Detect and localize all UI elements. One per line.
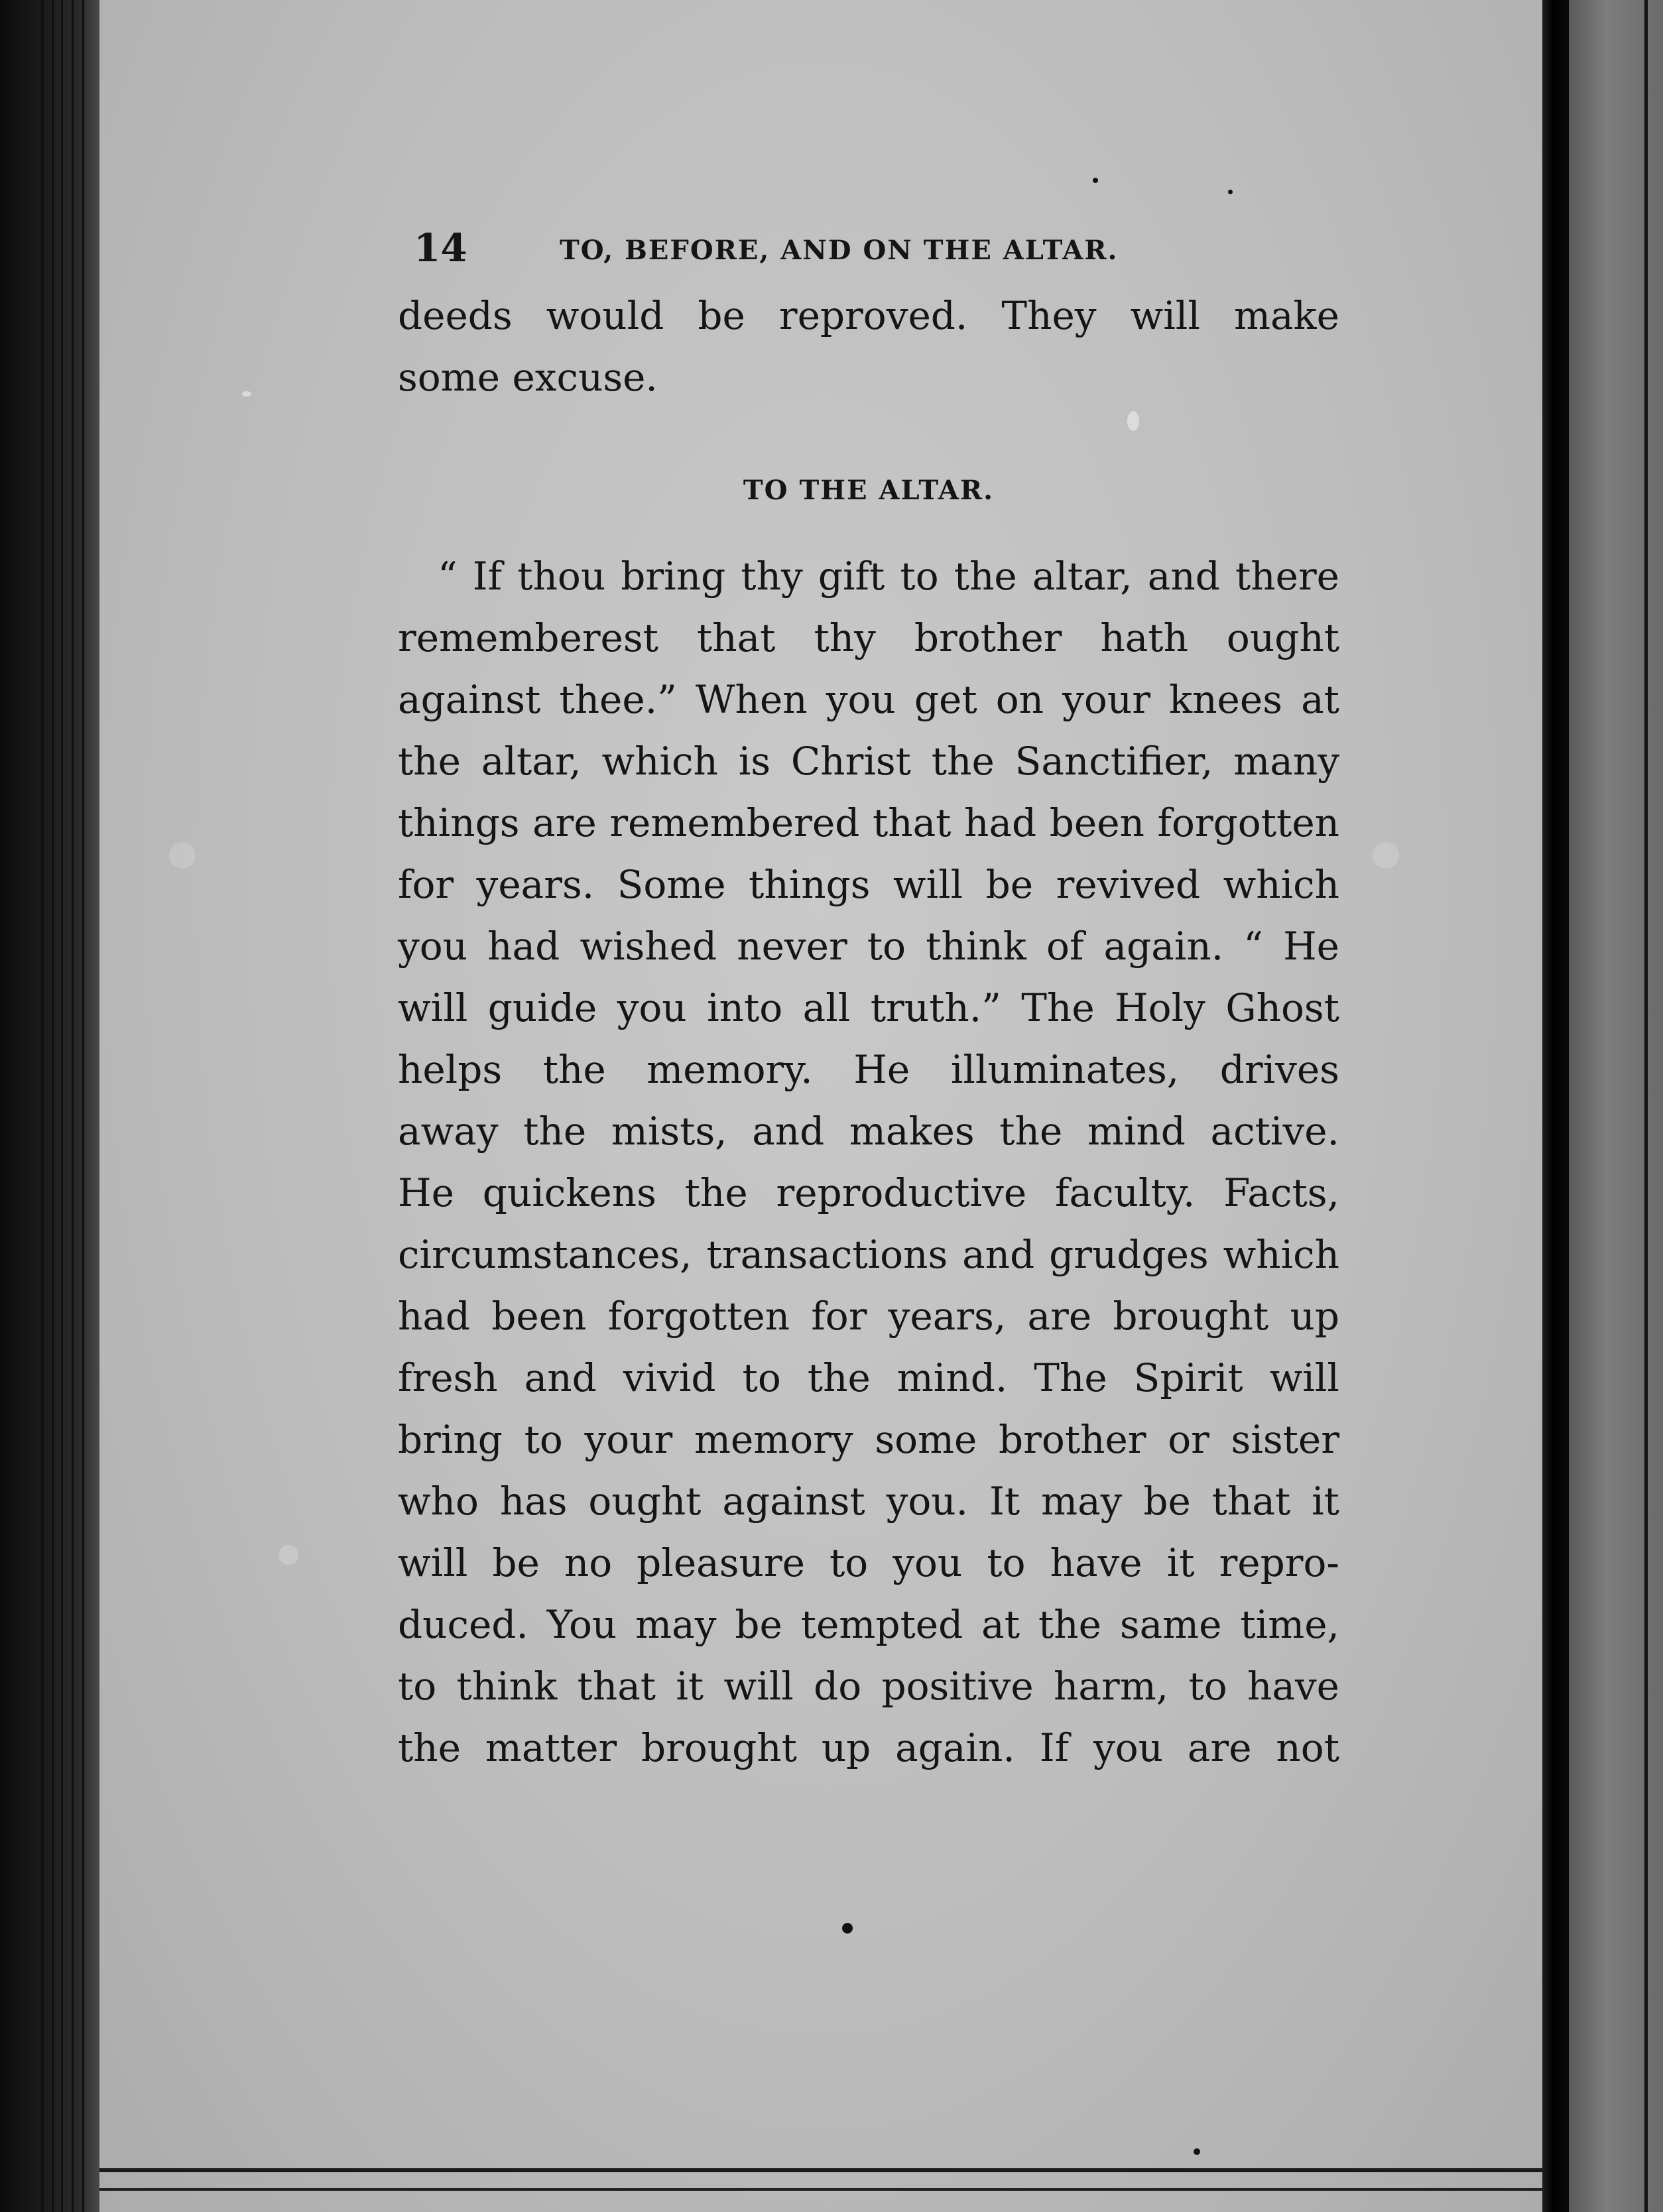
running-title: TO, BEFORE, AND ON THE ALTAR.	[560, 235, 1119, 266]
page-edge-line	[1644, 0, 1648, 2212]
text-line: the matter brought up again. If you are not	[398, 1725, 1339, 1770]
scan-speck	[842, 1923, 853, 1934]
text-line: you had wished never to think of again. “ He	[398, 924, 1339, 969]
page-bottom-edge	[99, 2188, 1542, 2191]
text-line: deeds would be reproved. They will make	[398, 293, 1339, 338]
scan-speck	[1194, 2148, 1200, 2155]
text-line: circumstances, transactions and grudges which	[398, 1232, 1339, 1277]
scan-speck	[1093, 178, 1098, 183]
scan-speck	[1228, 190, 1233, 194]
text-line: helps the memory. He illuminates, drives	[398, 1047, 1339, 1092]
page-bottom-edge	[99, 2168, 1542, 2172]
text-line: away the mists, and makes the mind active.	[398, 1109, 1339, 1154]
text-line: bring to your memory some brother or sister	[398, 1417, 1339, 1462]
scan-left-margin	[0, 0, 99, 2212]
text-line: “ If thou bring thy gift to the altar, and there	[438, 554, 1339, 599]
section-heading: TO THE ALTAR.	[743, 475, 995, 506]
text-line: against thee.” When you get on your knees at	[398, 677, 1339, 722]
text-line: fresh and vivid to the mind. The Spirit will	[398, 1355, 1339, 1400]
page-edge-line	[61, 0, 63, 2212]
text-line: will guide you into all truth.” The Holy Ghost	[398, 985, 1339, 1030]
page-number: 14	[414, 225, 467, 271]
scan-speck	[169, 842, 196, 869]
text-line: who has ought against you. It may be that it	[398, 1479, 1339, 1524]
text-line: for years. Some things will be revived which	[398, 862, 1339, 907]
text-line: duced. You may be tempted at the same time,	[398, 1602, 1339, 1647]
text-line: will be no pleasure to you to have it repro-	[398, 1540, 1339, 1585]
page-edge-line	[41, 0, 44, 2212]
text-line: had been forgotten for years, are brought up	[398, 1294, 1339, 1339]
page-gutter	[1542, 0, 1569, 2212]
opening-paragraph	[398, 285, 1339, 408]
page-edge-line	[52, 0, 54, 2212]
scan-speck	[278, 1545, 298, 1565]
scan-speck	[1373, 842, 1399, 869]
page-edge-line	[72, 0, 74, 2212]
text-line: some excuse.	[398, 355, 658, 400]
running-head	[398, 225, 1339, 285]
scan-right-margin	[1569, 0, 1663, 2212]
text-line: the altar, which is Christ the Sanctifier, many	[398, 739, 1339, 784]
page-content	[398, 225, 1339, 1779]
text-line: things are remembered that had been forgotten	[398, 800, 1339, 845]
text-line: to think that it will do positive harm, to have	[398, 1664, 1339, 1709]
text-line: rememberest that thy brother hath ought	[398, 615, 1339, 660]
scan-speck	[242, 391, 251, 397]
text-line: He quickens the reproductive faculty. Facts,	[398, 1170, 1339, 1215]
page-edge-line	[82, 0, 84, 2212]
section-paragraph	[398, 546, 1339, 1779]
